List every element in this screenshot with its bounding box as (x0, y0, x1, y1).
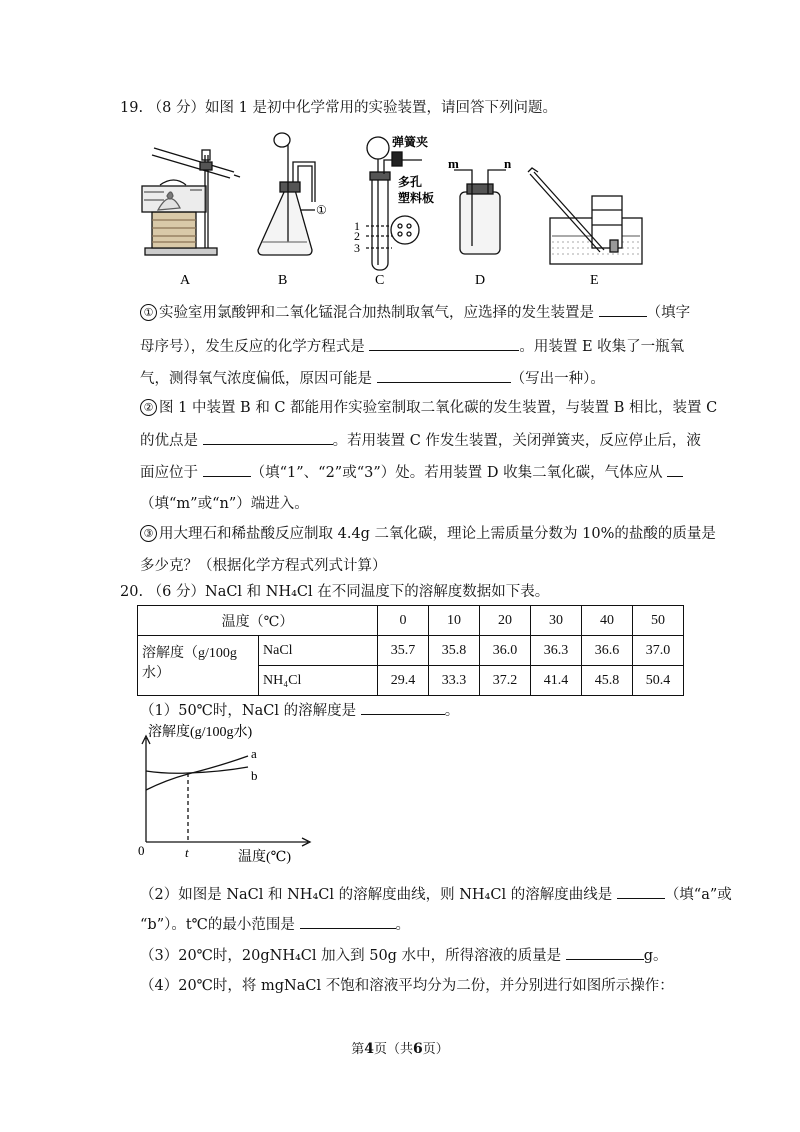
answer-blank[interactable] (566, 945, 644, 960)
q19-part2-line4: （填“m”或“n”）端进入。 (140, 496, 309, 512)
q19-header (120, 98, 557, 118)
curve-b (146, 767, 248, 773)
answer-blank[interactable] (203, 462, 251, 477)
row-name: NaCl (259, 636, 378, 666)
label-level-1: 1 (354, 219, 360, 233)
label-porous-1: 多孔 (398, 175, 423, 189)
q20-header (120, 582, 549, 602)
apparatus-a (142, 148, 240, 255)
label-a: A (180, 273, 191, 288)
q20-sub2-line1: （2）如图是 NaCl 和 NH₄Cl 的溶解度曲线，则 NH₄Cl 的溶解度曲线是 （填“a”或 (140, 884, 732, 905)
part2-mark: ② (140, 399, 157, 416)
part1-mark: ① (140, 304, 157, 321)
figure-1-apparatus (130, 130, 670, 290)
value-cell: 41.4 (531, 666, 582, 696)
q19-part1-line3: 气，测得氧气浓度偏低，原因可能是 （写出一种）。 (140, 368, 605, 389)
label-porous-2: 塑料板 (398, 191, 435, 205)
row-name: NH₄Cl (259, 666, 378, 696)
apparatus-e (528, 168, 642, 264)
value-cell: 37.2 (480, 666, 531, 696)
value-cell: 33.3 (429, 666, 480, 696)
q20-sub4: （4）20℃时，将 mgNaCl 不饱和溶液平均分为二份，并分别进行如图所示操作： (140, 978, 674, 994)
value-cell: 35.8 (429, 636, 480, 666)
label-n: n (504, 156, 512, 171)
label-b: B (278, 273, 288, 288)
label-circled-1: ① (316, 203, 327, 217)
graph-origin: 0 (138, 843, 145, 858)
apparatus-b (258, 133, 315, 255)
value-cell: 50.4 (633, 666, 684, 696)
graph-t: t (185, 845, 189, 860)
q19-part3-line2: 多少克？（根据化学方程式列式计算） (140, 558, 387, 574)
temp-header: 温度（℃） (138, 606, 378, 636)
value-cell: 29.4 (378, 666, 429, 696)
apparatus-d (454, 170, 506, 254)
value-cell: 37.0 (633, 636, 684, 666)
graph-xlabel: 温度(℃) (238, 850, 291, 865)
answer-blank[interactable] (667, 462, 683, 477)
q19-part2-line2: 的优点是 。若用装置 C 作发生装置，关闭弹簧夹，反应停止后，液 (140, 430, 701, 451)
label-d: D (475, 273, 486, 288)
q19-part2-line1: ② 图 1 中装置 B 和 C 都能用作实验室制取二氧化碳的发生装置，与装置 B 相比，装置 C (140, 398, 717, 418)
temp-cell: 0 (378, 606, 429, 636)
value-cell: 45.8 (582, 666, 633, 696)
q19-number: 19. (120, 100, 144, 116)
answer-blank[interactable] (377, 368, 511, 383)
label-clip: 弹簧夹 (392, 135, 429, 149)
part3-mark: ③ (140, 525, 157, 542)
curve-a-label: a (251, 746, 257, 761)
q20-sub2-line2: “b”）。t℃的最小范围是 。 (140, 914, 410, 935)
q19-part3-line1: ③ 用大理石和稀盐酸反应制取 4.4g 二氧化碳，理论上需质量分数为 10%的盐酸的质量是 (140, 524, 716, 544)
q20-intro: （6 分）NaCl 和 NH₄Cl 在不同温度下的溶解度数据如下表。 (147, 584, 550, 600)
q20-sub3: （3）20℃时，20gNH₄Cl 加入到 50g 水中，所得溶液的质量是 g。 (140, 945, 667, 966)
table-header-row (138, 606, 684, 636)
answer-blank[interactable] (300, 914, 396, 929)
label-m: m (448, 156, 459, 171)
page-total: 6 (413, 1041, 423, 1057)
answer-blank[interactable] (203, 430, 333, 445)
q20-number: 20. (120, 584, 144, 600)
solubility-table (137, 605, 684, 696)
answer-blank[interactable] (617, 884, 665, 899)
temp-cell: 40 (582, 606, 633, 636)
value-cell: 36.6 (582, 636, 633, 666)
value-cell: 35.7 (378, 636, 429, 666)
q20-sub1: （1）50℃时，NaCl 的溶解度是 。 (140, 700, 459, 721)
label-level-3: 3 (354, 241, 360, 255)
q19-intro: （8 分）如图 1 是初中化学常用的实验装置，请回答下列问题。 (147, 100, 557, 116)
label-level-2: 2 (354, 229, 360, 243)
table-row (138, 636, 684, 666)
row-header: 溶解度（g/100g 水） (138, 636, 259, 696)
answer-blank[interactable] (361, 700, 445, 715)
temp-cell: 10 (429, 606, 480, 636)
curve-b-label: b (251, 768, 258, 783)
q19-part2-line3: 面应位于 （填“1”、“2”或“3”）处。若用装置 D 收集二氧化碳，气体应从 (140, 462, 683, 483)
value-cell: 36.3 (531, 636, 582, 666)
label-c: C (375, 273, 385, 288)
temp-cell: 20 (480, 606, 531, 636)
q19-part1-line2: 母序号），发生反应的化学方程式是 。用装置 E 收集了一瓶氧 (140, 336, 684, 357)
page-footer: 第4页（共6页） (351, 1041, 449, 1057)
temp-cell: 50 (633, 606, 684, 636)
graph-ylabel: 溶解度(g/100g水) (148, 725, 253, 740)
answer-blank[interactable] (369, 336, 519, 351)
temp-cell: 30 (531, 606, 582, 636)
value-cell: 36.0 (480, 636, 531, 666)
label-e: E (590, 273, 599, 288)
q19-part1-line1: ① 实验室用氯酸钾和二氧化锰混合加热制取氧气，应选择的发生装置是 （填字 (140, 302, 690, 323)
page-number: 4 (364, 1041, 374, 1057)
answer-blank[interactable] (599, 302, 647, 317)
solubility-graph (130, 722, 320, 868)
